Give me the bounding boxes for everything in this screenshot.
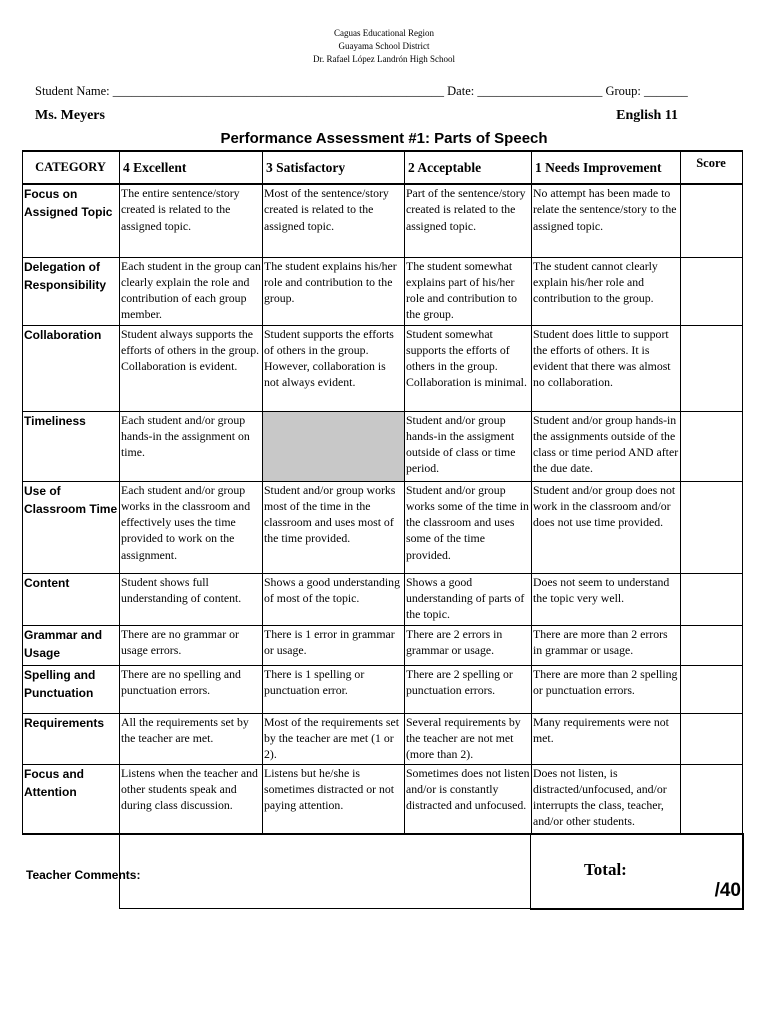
satisfactory-cell: Shows a good understanding of most of the topic. (263, 573, 405, 625)
excellent-cell: Student shows full understanding of content. (120, 573, 263, 625)
table-row (23, 573, 743, 625)
shaded-na-cell (263, 411, 405, 481)
table-row (23, 625, 743, 665)
header-excellent: 4 Excellent (120, 151, 263, 184)
total-label: Total: (584, 860, 627, 879)
acceptable-cell: Student and/or group works some of the time in the classroom and uses some of the time provided. (405, 481, 532, 573)
teacher-comments-label: Teacher Comments: (26, 868, 141, 882)
score-cell[interactable] (681, 184, 743, 257)
satisfactory-cell: Most of the sentence/story created is related to the assigned topic. (263, 184, 405, 257)
student-info-line: Student Name: _____________________________________________________ Date: ____________________ Group: _______ (35, 84, 688, 98)
satisfactory-cell: The student explains his/her role and contribution to the group. (263, 257, 405, 325)
score-cell[interactable] (681, 325, 743, 411)
header-category: CATEGORY (23, 151, 120, 184)
excellent-cell: There are no grammar or usage errors. (120, 625, 263, 665)
header-region: Caguas Educational Region (334, 28, 434, 38)
acceptable-cell: There are 2 spelling or punctuation errors. (405, 665, 532, 713)
acceptable-cell: Several requirements by the teacher are not met (more than 2). (405, 713, 532, 764)
excellent-cell: The entire sentence/story created is related to the assigned topic. (120, 184, 263, 257)
score-cell[interactable] (681, 665, 743, 713)
needs-improvement-cell: No attempt has been made to relate the sentence/story to the assigned topic. (532, 184, 681, 257)
table-row (23, 665, 743, 713)
category-cell: Grammar and Usage (23, 625, 120, 665)
needs-improvement-cell: Student does little to support the efforts of others. It is evident that there was almost no collaboration. (532, 325, 681, 411)
category-cell: Focus on Assigned Topic (23, 184, 120, 257)
rubric-header-row (23, 151, 743, 184)
needs-improvement-cell: There are more than 2 spelling or punctuation errors. (532, 665, 681, 713)
excellent-cell: Each student and/or group hands-in the assignment on time. (120, 411, 263, 481)
header-satisfactory: 3 Satisfactory (263, 151, 405, 184)
acceptable-cell: Shows a good understanding of parts of the topic. (405, 573, 532, 625)
table-row (23, 257, 743, 325)
category-cell: Delegation of Responsibility (23, 257, 120, 325)
total-box (530, 833, 744, 910)
category-cell: Focus and Attention (23, 764, 120, 834)
table-row (23, 184, 743, 257)
satisfactory-cell: There is 1 error in grammar or usage. (263, 625, 405, 665)
header-score: Score (681, 151, 743, 184)
score-cell[interactable] (681, 625, 743, 665)
acceptable-cell: The student somewhat explains part of his/her role and contribution to the group. (405, 257, 532, 325)
excellent-cell: Listens when the teacher and other students speak and during class discussion. (120, 764, 263, 834)
teacher-comments-box[interactable] (119, 833, 531, 909)
category-cell: Requirements (23, 713, 120, 764)
score-cell[interactable] (681, 257, 743, 325)
table-row (23, 411, 743, 481)
category-cell: Use of Classroom Time (23, 481, 120, 573)
needs-improvement-cell: Student and/or group hands-in the assignments outside of the class or time period AND after the due date. (532, 411, 681, 481)
header-acceptable: 2 Acceptable (405, 151, 532, 184)
total-value: /40 (714, 880, 741, 901)
satisfactory-cell: Student and/or group works most of the time in the classroom and uses most of the time provided. (263, 481, 405, 573)
satisfactory-cell: Most of the requirements set by the teacher are met (1 or 2). (263, 713, 405, 764)
needs-improvement-cell: There are more than 2 errors in grammar or usage. (532, 625, 681, 665)
excellent-cell: Each student and/or group works in the classroom and effectively uses the time provided to work on the assignment. (120, 481, 263, 573)
satisfactory-cell: Listens but he/she is sometimes distracted or not paying attention. (263, 764, 405, 834)
table-row (23, 325, 743, 411)
header-school: Dr. Rafael López Landrón High School (313, 54, 455, 64)
course-name: English 11 (616, 108, 678, 123)
score-cell[interactable] (681, 713, 743, 764)
excellent-cell: There are no spelling and punctuation errors. (120, 665, 263, 713)
score-cell[interactable] (681, 573, 743, 625)
needs-improvement-cell: Does not seem to understand the topic very well. (532, 573, 681, 625)
needs-improvement-cell: Student and/or group does not work in the classroom and/or does not use time provided. (532, 481, 681, 573)
rubric-table (22, 150, 743, 835)
table-row (23, 713, 743, 764)
acceptable-cell: Student somewhat supports the efforts of others in the group. Collaboration is minimal. (405, 325, 532, 411)
score-cell[interactable] (681, 764, 743, 834)
needs-improvement-cell: Does not listen, is distracted/unfocused, and/or interrupts the class, teacher, and/or other students. (532, 764, 681, 834)
excellent-cell: Student always supports the efforts of others in the group. Collaboration is evident. (120, 325, 263, 411)
table-row (23, 481, 743, 573)
category-cell: Spelling and Punctuation (23, 665, 120, 713)
score-cell[interactable] (681, 481, 743, 573)
score-cell[interactable] (681, 411, 743, 481)
excellent-cell: All the requirements set by the teacher are met. (120, 713, 263, 764)
category-cell: Content (23, 573, 120, 625)
acceptable-cell: There are 2 errors in grammar or usage. (405, 625, 532, 665)
satisfactory-cell: There is 1 spelling or punctuation error. (263, 665, 405, 713)
needs-improvement-cell: The student cannot clearly explain his/her role and contribution to the group. (532, 257, 681, 325)
category-cell: Timeliness (23, 411, 120, 481)
excellent-cell: Each student in the group can clearly explain the role and contribution of each group member. (120, 257, 263, 325)
header-needs-improvement: 1 Needs Improvement (532, 151, 681, 184)
needs-improvement-cell: Many requirements were not met. (532, 713, 681, 764)
category-cell: Collaboration (23, 325, 120, 411)
page-title: Performance Assessment #1: Parts of Speech (220, 130, 548, 147)
table-row (23, 764, 743, 834)
header-district: Guayama School District (338, 41, 430, 51)
acceptable-cell: Sometimes does not listen and/or is constantly distracted and unfocused. (405, 764, 532, 834)
satisfactory-cell: Student supports the efforts of others in the group. However, collaboration is not always evident. (263, 325, 405, 411)
teacher-name: Ms. Meyers (35, 108, 105, 123)
acceptable-cell: Part of the sentence/story created is related to the assigned topic. (405, 184, 532, 257)
acceptable-cell: Student and/or group hands-in the assigment outside of class or time period. (405, 411, 532, 481)
